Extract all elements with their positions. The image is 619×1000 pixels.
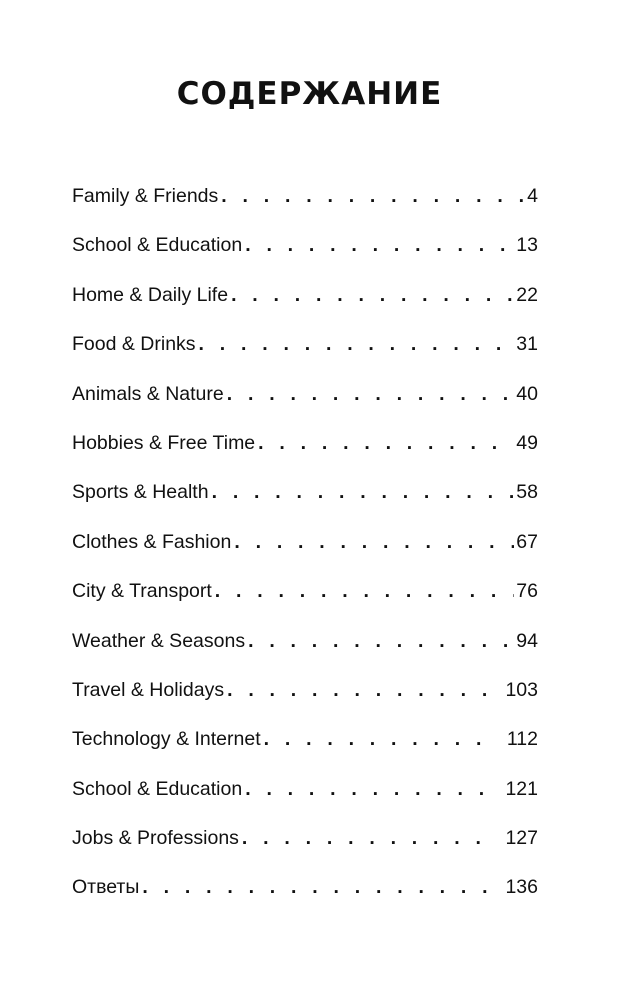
- toc-entry-page: 112: [506, 728, 538, 751]
- toc-dot-leader: [248, 621, 514, 661]
- toc-entry-label: Clothes & Fashion: [72, 530, 232, 553]
- toc-entry-label: School & Education: [72, 777, 243, 800]
- toc-entry-page: 94: [516, 629, 538, 652]
- toc-entry-page: 13: [516, 234, 538, 257]
- toc-entry[interactable]: [72, 176, 538, 225]
- toc-entry-page: 103: [505, 678, 538, 701]
- toc-entry[interactable]: [72, 719, 538, 768]
- toc-entry-label: Travel & Holidays: [72, 678, 225, 701]
- toc-entry[interactable]: [72, 670, 538, 719]
- toc-entry-page: 136: [505, 876, 538, 899]
- toc-entry-page: 58: [516, 481, 538, 504]
- toc-dot-leader: [242, 818, 494, 858]
- toc-dot-leader: [264, 719, 495, 759]
- toc-entry-label: Animals & Nature: [72, 382, 224, 405]
- toc-entry-label: Family & Friends: [72, 185, 219, 207]
- toc-dot-leader: [258, 423, 514, 463]
- toc-entry[interactable]: [72, 275, 538, 324]
- toc-entry-label: Home & Daily Life: [72, 283, 229, 306]
- toc-entry[interactable]: [72, 818, 538, 867]
- toc-dot-leader: [212, 472, 515, 512]
- toc-entry-label: Food & Drinks: [72, 333, 196, 356]
- toc-dot-leader: [231, 275, 514, 315]
- toc-entry-label: School & Education: [72, 234, 243, 257]
- toc-dot-leader: [199, 324, 515, 364]
- toc-entry-page: 121: [505, 777, 538, 800]
- toc-entry-label: Jobs & Professions: [72, 827, 239, 850]
- toc-entry-label: Ответы: [72, 876, 140, 899]
- toc-entry[interactable]: [72, 374, 538, 423]
- toc-dot-leader: [227, 374, 515, 414]
- toc-entry[interactable]: [72, 472, 538, 521]
- toc-entry-page: 49: [516, 431, 538, 454]
- toc-entry-label: Technology & Internet: [72, 728, 261, 751]
- toc-entry[interactable]: [72, 769, 538, 818]
- toc-entry[interactable]: [72, 225, 538, 274]
- toc-entry-page: 76: [516, 580, 538, 603]
- toc-dot-leader: [245, 225, 514, 265]
- toc-entry-page: 67: [516, 530, 538, 553]
- toc-entry-page: 31: [516, 333, 538, 356]
- table-of-contents: [72, 176, 538, 917]
- toc-dot-leader: [227, 670, 493, 710]
- toc-entry-page: 127: [505, 827, 538, 850]
- toc-dot-leader: [215, 571, 515, 611]
- toc-entry-page: 4: [527, 185, 538, 207]
- toc-entry[interactable]: [72, 324, 538, 373]
- toc-dot-leader: [221, 176, 525, 216]
- toc-entry-label: Weather & Seasons: [72, 629, 246, 652]
- toc-entry[interactable]: [72, 571, 538, 620]
- toc-entry[interactable]: [72, 867, 538, 916]
- toc-entry[interactable]: [72, 522, 538, 571]
- toc-entry[interactable]: [72, 621, 538, 670]
- toc-entry-label: City & Transport: [72, 580, 212, 603]
- toc-entry-page: 40: [516, 382, 538, 405]
- toc-dot-leader: [245, 769, 493, 809]
- toc-entry-label: Sports & Health: [72, 481, 209, 504]
- toc-dot-leader: [142, 867, 493, 907]
- toc-entry-label: Hobbies & Free Time: [72, 431, 256, 454]
- toc-dot-leader: [234, 522, 514, 562]
- toc-entry[interactable]: [72, 423, 538, 472]
- page-title: СОДЕРЖАНИЕ: [176, 76, 443, 112]
- toc-entry-page: 22: [516, 283, 538, 306]
